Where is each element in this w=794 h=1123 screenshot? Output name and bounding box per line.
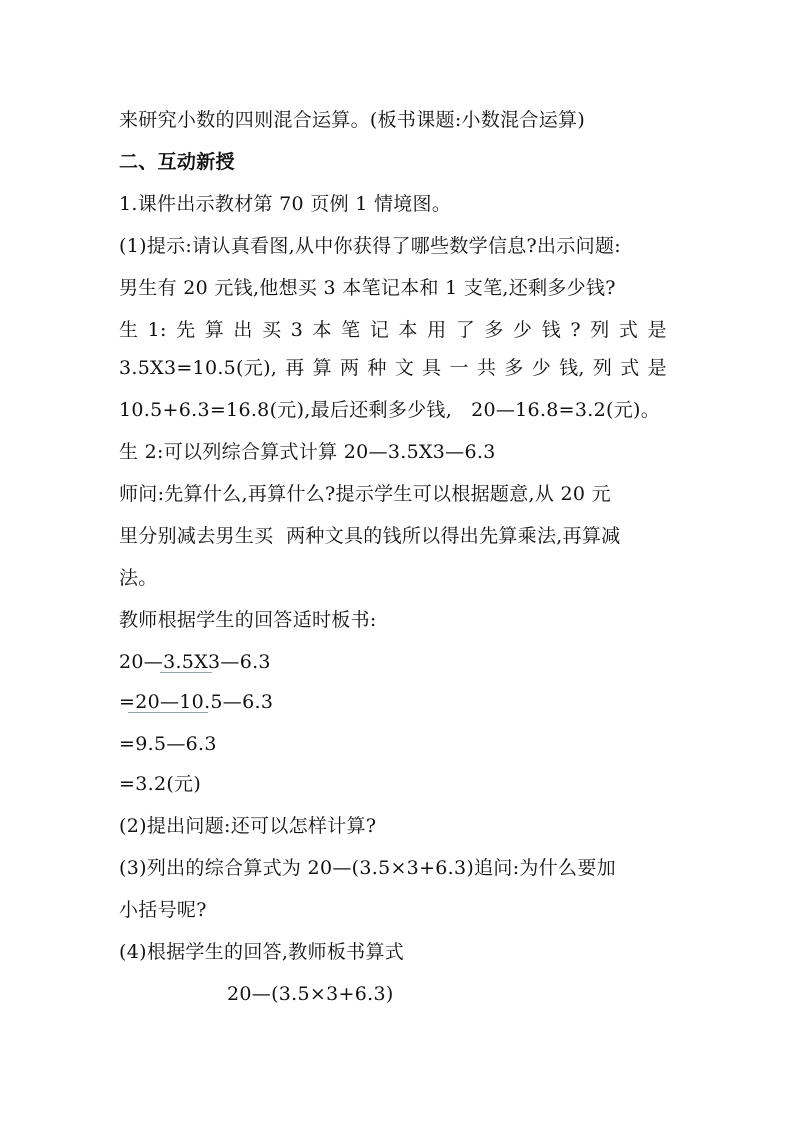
prompt-line: (1)提示:请认真看图,从中你获得了哪些数学信息?出示问题: [119, 235, 621, 257]
question-3-line: (3)列出的综合算式为 20—(3.5×3+6.3)追问:为什么要加 [119, 857, 616, 879]
text-segment: 出 [233, 319, 253, 341]
text-segment: 列 [592, 357, 613, 379]
section-heading: 二、互动新授 [119, 151, 235, 173]
text-segment: 种 [367, 357, 387, 379]
problem-line: 男生有 20 元钱,他想买 3 本笔记本和 1 支笔,还剩多少钱? [119, 277, 616, 299]
text-segment: 再 [285, 357, 305, 379]
text-segment: 3 [290, 319, 304, 341]
text-segment: 生 [119, 319, 139, 341]
question-4-line: (4)根据学生的回答,教师板书算式 [119, 941, 405, 963]
text-segment: ? [570, 319, 581, 341]
underline-mark [160, 672, 212, 673]
calculation-line [119, 355, 667, 381]
text-segment: 本 [398, 319, 418, 341]
text-segment: 共 [476, 357, 497, 379]
text-segment: 文 [394, 357, 415, 379]
board-intro-line: 教师根据学生的回答适时板书: [119, 609, 377, 631]
text-segment: 式 [618, 319, 639, 341]
board-step-1: 20—3.5X3—6.3 [119, 651, 271, 673]
teacher-question-line: 师问:先算什么,再算什么?提示学生可以根据题意,从 20 元 [119, 483, 611, 505]
text-segment: 1: [147, 319, 167, 341]
underline-mark [128, 712, 208, 713]
student-2-line: 生 2:可以列综合算式计算 20—3.5X3—6.3 [119, 441, 496, 463]
explanation-line: 里分别减去男生买 两种文具的钱所以得出先算乘法,再算减 [119, 525, 621, 547]
text-segment: 是 [647, 319, 667, 341]
text-segment: 一 [449, 357, 469, 379]
student-1-line [119, 317, 667, 343]
text-segment: 了 [455, 319, 476, 341]
text-segment: 钱 [541, 319, 562, 341]
text-segment: 多 [504, 357, 524, 379]
result-line: 10.5+6.3=16.8(元),最后还剩多少钱, 20—16.8=3.2(元)。 [119, 399, 661, 421]
board-step-2: =20—10.5—6.3 [119, 691, 274, 713]
question-3-end-line: 小括号呢? [119, 899, 207, 921]
board-step-3: =9.5—6.3 [119, 733, 217, 755]
text-segment: 本 [312, 319, 332, 341]
explanation-end-line: 法。 [119, 567, 158, 589]
text-segment: 少 [513, 319, 533, 341]
text-segment: 算 [312, 357, 332, 379]
text-segment: 记 [369, 319, 390, 341]
text-segment: 两 [339, 357, 360, 379]
board-step-4: =3.2(元) [119, 773, 202, 795]
intro-line: 来研究小数的四则混合运算。(板书课题:小数混合运算) [119, 109, 586, 131]
text-segment: 算 [204, 319, 225, 341]
text-segment: 少 [531, 357, 552, 379]
text-segment: 钱, [559, 357, 585, 379]
text-segment: 买 [262, 319, 282, 341]
step-1-line: 1.课件出示教材第 70 页例 1 情境图。 [119, 193, 452, 215]
text-segment: 是 [647, 357, 667, 379]
text-segment: 先 [176, 319, 196, 341]
text-segment: 式 [620, 357, 640, 379]
text-segment: 用 [427, 319, 447, 341]
text-segment: 列 [590, 319, 610, 341]
question-2-line: (2)提出问题:还可以怎样计算? [119, 815, 377, 837]
board-formula: 20—(3.5×3+6.3) [227, 983, 394, 1005]
text-segment: 多 [484, 319, 504, 341]
text-segment: 3.5X3=10.5(元), [119, 357, 278, 379]
text-segment: 具 [422, 357, 442, 379]
text-segment: 笔 [341, 319, 361, 341]
